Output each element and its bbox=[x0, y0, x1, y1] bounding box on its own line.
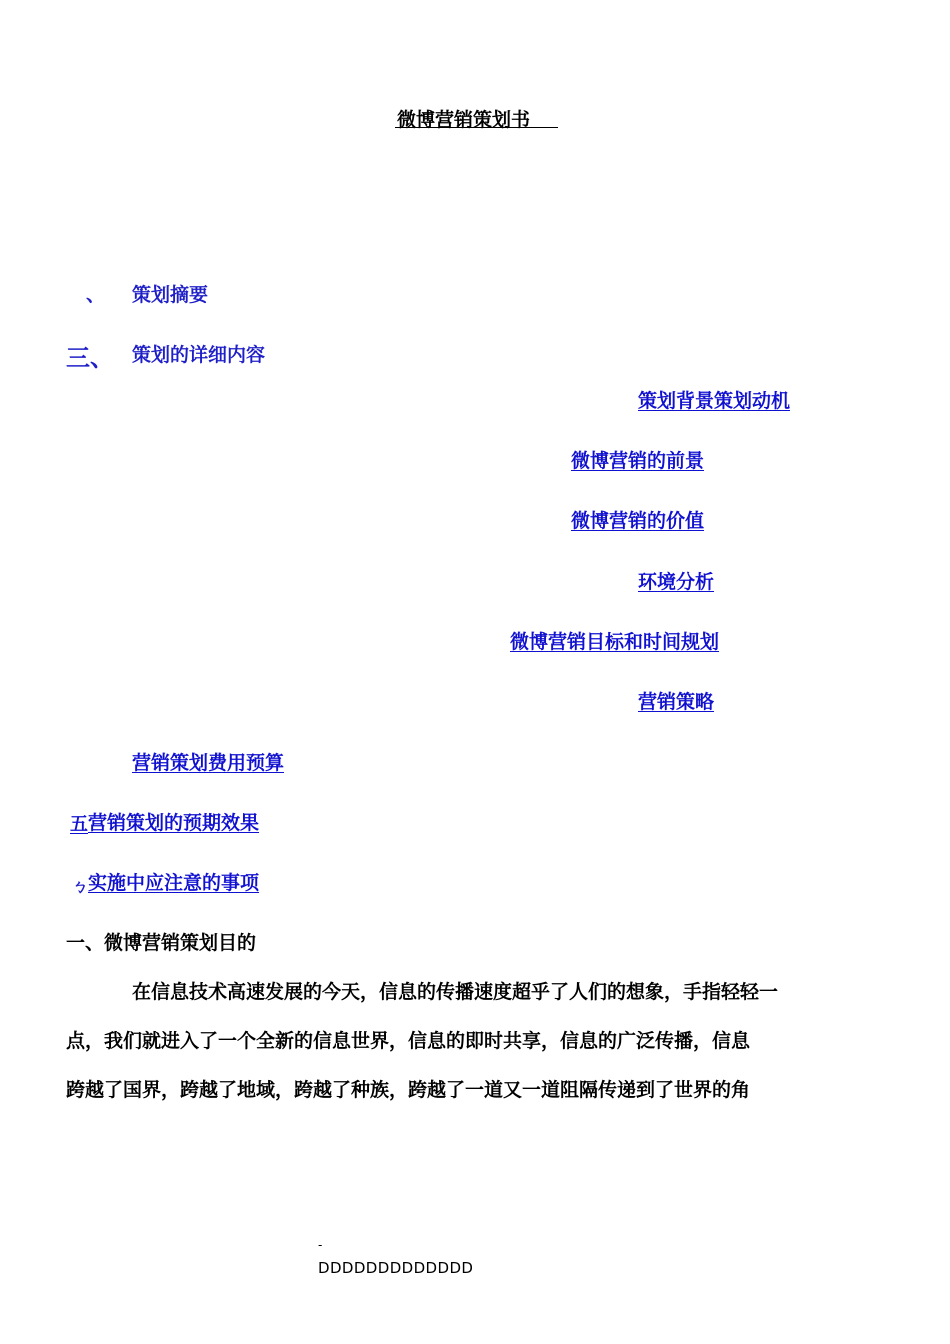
paragraph-line-2: 点，我们就进入了一个全新的信息世界，信息的即时共享，信息的广泛传播，信息 bbox=[66, 1030, 751, 1052]
toc-item6-marker: ㄅ bbox=[72, 877, 89, 896]
section-heading-purpose: 一、微博营销策划目的 bbox=[66, 932, 257, 954]
paragraph-line-3: 跨越了国界，跨越了地域，跨越了种族，跨越了一道又一道阻隔传递到了世界的角 bbox=[66, 1079, 751, 1101]
footer-dash: - bbox=[318, 1238, 323, 1252]
toc-link-environment[interactable]: 环境分析 bbox=[638, 571, 715, 593]
toc-link-value[interactable]: 微博营销的价值 bbox=[571, 510, 705, 532]
toc-link-goals-timeline[interactable]: 微博营销目标和时间规划 bbox=[510, 631, 720, 653]
paragraph-line-1: 在信息技术高速发展的今天，信息的传播速度超乎了人们的想象，手指轻轻一 bbox=[132, 981, 779, 1003]
toc-link-expected-effects[interactable]: 营销策划的预期效果 bbox=[88, 812, 260, 834]
toc-link-strategy[interactable]: 营销策略 bbox=[638, 691, 715, 713]
toc-link-budget[interactable]: 营销策划费用预算 bbox=[132, 752, 285, 774]
document-title: 微博营销策划书 bbox=[397, 109, 531, 131]
toc-link-summary[interactable]: 策划摘要 bbox=[132, 284, 209, 306]
toc-item2-marker: 三、 bbox=[66, 344, 114, 372]
toc-link-notes[interactable]: 实施中应注意的事项 bbox=[88, 872, 260, 894]
footer-text: DDDDDDDDDDDDD bbox=[318, 1259, 474, 1277]
toc-item5-marker: 五 bbox=[70, 814, 88, 835]
title-underline bbox=[395, 127, 558, 128]
toc-link-prospects[interactable]: 微博营销的前景 bbox=[571, 450, 705, 472]
toc-link-background[interactable]: 策划背景策划动机 bbox=[638, 390, 791, 412]
toc-item1-marker: 、 bbox=[86, 284, 106, 306]
toc-link-details[interactable]: 策划的详细内容 bbox=[132, 344, 266, 366]
